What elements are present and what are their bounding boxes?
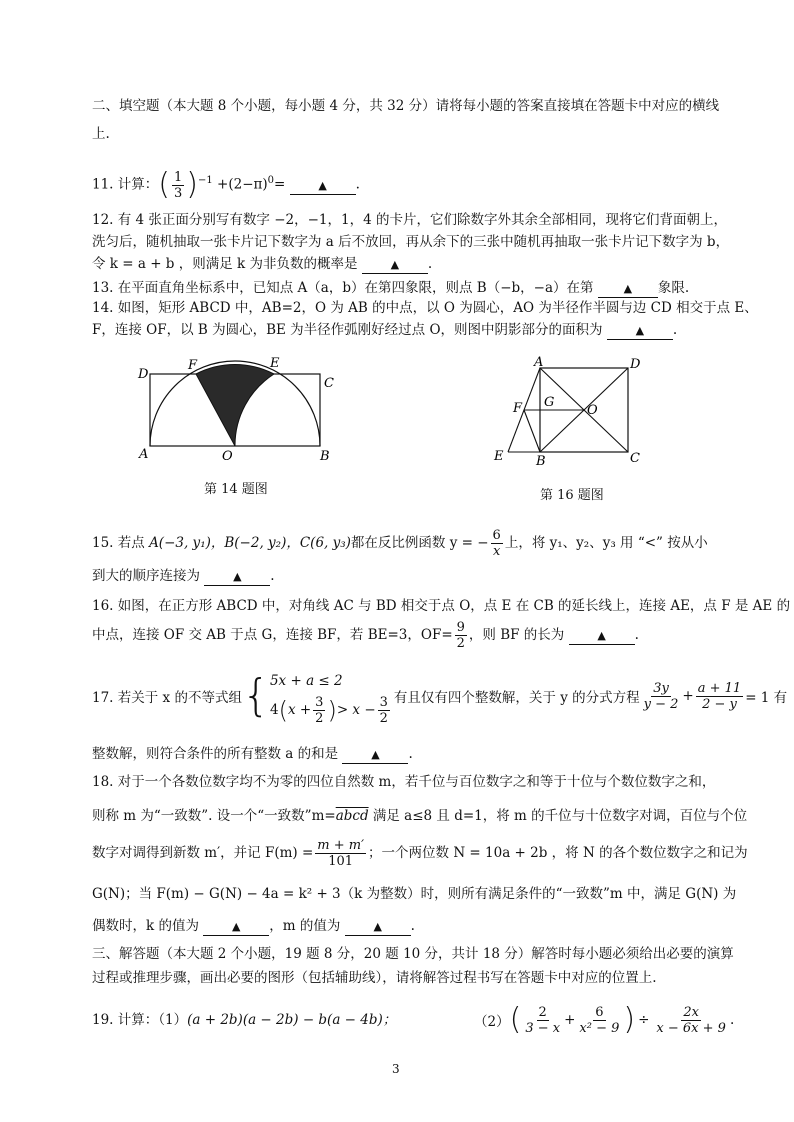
q19-end: . [729,1012,735,1028]
triangle-icon: ▲ [597,629,606,642]
q13-text: 13. 在平面直角坐标系中，已知点 A（a，b）在第四象限，则点 B（−b，−a）在第 [92,280,594,296]
q19-f3d: x − 6x + 9 [656,1020,726,1036]
q19-part1 [92,1010,396,1030]
q17-line2: 整数解，则符合条件的所有整数 a 的和是 ▲ . [92,746,413,762]
q16-line2-pre: 中点，连接 OF 交 AB 于点 G，连接 BF，若 BE=3，OF= [92,627,453,643]
section3-line1: 三、解答题（本大题 2 个小题，19 题 8 分，20 题 10 分，共计 18 分）解答时每小题必须给出必要的演算 [92,946,734,962]
q15-frac-num: 6 [492,528,501,543]
q17-ineq2-post: > x − [336,701,376,718]
q17-eq-tail: = 1 有 [745,690,788,706]
fig14-label-d: D [138,367,149,382]
q19-f2d: x² − 9 [579,1020,620,1036]
q12-line3: 令 k = a + b ，则满足 k 为非负数的概率是 ▲ . [92,256,433,272]
triangle-icon: ▲ [390,258,400,271]
fig14-caption: 第 14 题图 [204,482,268,497]
q18-m-answer-blank[interactable] [345,918,411,936]
q18-line3-post: ；一个两位数 N = 10a + 2b ，将 N 的各个数位数字之和记为 [368,845,748,861]
q19-pre: 19. 计算：（1） [92,1012,188,1028]
q11-answer-blank[interactable] [290,177,356,195]
fig16-label-f: F [513,401,523,416]
q17-eq-f1d: y − 2 [643,696,679,712]
q15-pre: 15. 若点 [92,535,145,551]
q18-line4: G(N)；当 F(m) − G(N) − 4a = k² + 3（k 为整数）时，则所有满足条件的“一致数”m 中，满足 G(N) 为 [92,886,737,902]
q18-line3 [92,838,748,869]
q19-f2n: 6 [595,1004,604,1020]
q17-eq-f2d: 2 − y [702,696,737,712]
q14-answer-blank[interactable] [607,322,673,340]
fig16-label-b: B [536,454,546,466]
q13 [92,278,689,298]
q18-line3-fn: m + m′ [317,838,365,853]
q17-ineq2-mid: x + [287,701,312,718]
q17-pre: 17. 若关于 x 的不等式组 [92,690,242,706]
triangle-icon: ▲ [373,920,382,933]
triangle-icon: ▲ [623,282,633,295]
q11: 11. 计算：( $\frac{1}{3}$ )$^{-1} +(2-\pi)^0=$ ▲ . [92,167,360,202]
q16-line2-post: ，则 BF 的长为 [468,627,565,643]
q16-answer-blank[interactable] [569,627,635,645]
q15-mid: 都在反比例函数 y = − [350,535,489,551]
q17-mid: 有且仅有四个整数解，关于 y 的分式方程 [393,690,640,706]
triangle-icon: ▲ [233,570,242,583]
q15-line2-text: 到大的顺序连接为 [92,568,200,584]
q15-answer-blank[interactable] [204,568,270,586]
q12-line3-text: 令 k = a + b ，则满足 k 为非负数的概率是 [92,256,358,272]
q18-line5-mid: ，m 的值为 [269,918,341,934]
triangle-icon: ▲ [635,324,645,337]
q11-exp: −1 [197,175,213,186]
triangle-icon: ▲ [371,748,380,761]
q19-f1n: 2 [538,1004,547,1020]
q14-line2: F，连接 OF，以 B 为圆心，BE 为半径作弧刚好经过点 O，则图中阴影部分的面积为 ▲ . [92,322,678,338]
q16-line2: 中点，连接 OF 交 AB 于点 G，连接 BF，若 BE=3，OF= $\frac{9}{2}$ ，则 BF 的长为 ▲ . [92,620,639,651]
q17-ineq2-f1n: 3 [315,694,324,710]
triangle-icon: ▲ [232,920,241,933]
fig16-segment-bf [524,410,540,452]
fig16-caption: 第 16 题图 [540,488,604,503]
q11-exp0: 0 [267,175,275,186]
q15-line1 [92,528,708,559]
section2-line1: 二、填空题（本大题 8 个小题，每小题 4 分，共 32 分）请将每小题的答案直接填在答题卡中对应的横线 [92,98,720,114]
fig14-label-e: E [270,356,280,371]
q12-answer-blank[interactable] [362,256,428,274]
q18-line5-pre: 偶数时，k 的值为 [92,918,199,934]
q17-ineq2-f2d: 2 [379,710,388,726]
q16-frac-num: 9 [456,620,465,635]
q17-line1: 17. 若关于 x 的不等式组 { 5x + a ≤ 2 4(x + $\frac{3}{2}$ )> x − $\frac{3}{2}$ 有且仅有四个整数解，关于 y 的分式方程 $\frac{3y}{y - 2}$ + $\frac{a + 11}{2 - y}$ = 1 有 [92,664,787,728]
figure-16 [490,356,650,466]
q17-ineq2-pre: 4 [269,701,279,718]
section3-line2: 过程或推理步骤，画出必要的图形（包括辅助线），请将解答过程书写在答题卡中对应的位置上. [92,970,657,986]
q17-answer-blank[interactable] [342,746,408,764]
triangle-icon: ▲ [318,178,327,192]
q17-eq-f2n: a + 11 [697,680,742,696]
q17-ineq1: 5x + a ≤ 2 [269,672,343,689]
q17-line2-text: 整数解，则符合条件的所有整数 a 的和是 [92,746,339,762]
q18-k-answer-blank[interactable] [203,918,269,936]
q15-points: A(−3, y₁)，B(−2, y₂)，C(6, y₃) [149,535,351,551]
fig14-label-c: C [324,376,334,391]
fig14-label-b: B [320,449,330,462]
q14-line1: 14. 如图，矩形 ABCD 中，AB=2，O 为 AB 的中点，以 O 为圆心，AO 为半径作半圆与边 CD 相交于点 E、 [92,300,758,316]
q16-frac-den: 2 [456,636,465,651]
fig14-label-a: A [139,447,149,462]
fig14-shaded-region [196,365,274,446]
q18-abcd: abcd [335,808,369,824]
q18-line2 [92,806,747,826]
q18-line2-pre: 则称 m 为“一致数”. 设一个“一致数”m= [92,808,336,824]
q18-line2-post: 满足 a≤8 且 d=1，将 m 的千位与十位数字对调，百位与个位 [368,808,748,824]
fig16-label-c: C [630,451,640,466]
fig14-label-o: O [222,449,233,462]
fig16-label-d: D [630,357,641,372]
fig16-label-a: A [534,356,544,370]
q12-line1: 12. 有 4 张正面分别写有数字 −2，−1，1，4 的卡片，它们除数字外其余全部相同，现将它们背面朝上， [92,212,727,228]
fig16-label-e: E [494,449,504,464]
fig16-label-o: O [587,403,598,418]
fig14-label-f: F [188,358,198,373]
q16-line1: 16. 如图，在正方形 ABCD 中，对角线 AC 与 BD 相交于点 O，点 E 在 CB 的延长线上，连接 AE，点 F 是 AE 的 [92,598,791,614]
q11-eq: = [274,176,286,193]
q18-line3-pre: 数字对调得到新数 m′，并记 F(m) = [92,845,314,861]
q11-num: 11. 计算： [92,176,159,193]
q15-post: 上，将 y₁、y₂、y₃ 用 “<” 按从小 [504,535,708,551]
page-number: 3 [392,1062,400,1076]
section2-line2: 上. [92,126,110,142]
fig16-label-g: G [544,395,555,410]
q17-ineq2-f2n: 3 [379,694,388,710]
q11-mid: +(2−π) [217,176,268,193]
q12-line2: 洗匀后，随机抽取一张卡片记下数字为 a 后不放回，再从余下的三张中随机再抽取一张卡片记下数字为 b， [92,234,730,250]
q18-line3-fd: 101 [328,854,354,869]
q19-div: ÷ [638,1012,650,1028]
q19-part2-label: （2） [474,1014,510,1030]
q13-tail: 象限. [657,280,690,296]
q19-part2: （2） ( $\frac{2}{3 - x}$ + $\frac{6}{\text{x² − 9}}$ ) ÷ $\frac{2x}{x - 6x + 9}$ . [474,1002,735,1037]
q19-expr1: (a + 2b)(a − 2b) − b(a − 4b)； [187,1012,397,1028]
q17-eq-f1n: 3y [653,680,669,696]
q15-line2: 到大的顺序连接为 ▲ . [92,568,275,584]
q19-f3n: 2x [683,1004,699,1020]
q17-ineq2-f1d: 2 [315,710,324,726]
q18-line5: 偶数时，k 的值为 ▲ ，m 的值为 ▲ . [92,918,415,934]
q18-line1: 18. 对于一个各数位数字均不为零的四位自然数 m，若千位与百位数字之和等于十位与个数位数字之和， [92,774,716,790]
q15-frac-den: x [493,544,501,559]
q19-f1d: 3 − x [525,1020,561,1036]
q14-line2-text: F，连接 OF，以 B 为圆心，BE 为半径作弧刚好经过点 O，则图中阴影部分的面积为 [92,322,603,338]
figure-14 [134,352,344,462]
q13-answer-blank[interactable] [598,280,658,298]
